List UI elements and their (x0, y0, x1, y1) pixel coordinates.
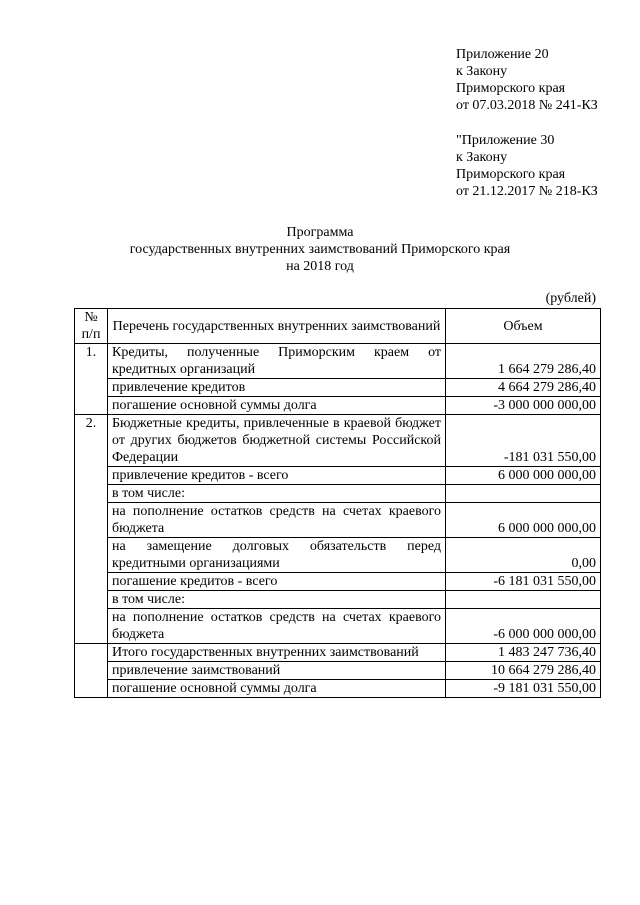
row-name: на пополнение остатков средств на счетах краевого бюджета (108, 503, 446, 538)
row-number: 2. (75, 415, 108, 467)
row-number (75, 662, 108, 680)
row-amount: 6 000 000 000,00 (446, 467, 601, 485)
document-title (0, 224, 640, 275)
borrowing-program-table (74, 308, 601, 698)
table-header-row (75, 309, 601, 344)
row-amount: -6 000 000 000,00 (446, 609, 601, 644)
row-amount: -6 181 031 550,00 (446, 573, 601, 591)
row-name: привлечение кредитов - всего (108, 467, 446, 485)
row-amount (446, 591, 601, 609)
appendix-line: от 07.03.2018 № 241-КЗ (456, 98, 598, 113)
row-amount: 4 664 279 286,40 (446, 379, 601, 397)
row-name: привлечение кредитов (108, 379, 446, 397)
row-amount: 6 000 000 000,00 (446, 503, 601, 538)
header-number: № п/п (75, 309, 108, 344)
row-number (75, 467, 108, 485)
row-amount: 10 664 279 286,40 (446, 662, 601, 680)
row-amount: -3 000 000 000,00 (446, 397, 601, 415)
row-name: в том числе: (108, 485, 446, 503)
table-row (75, 379, 601, 397)
row-name: погашение основной суммы долга (108, 680, 446, 698)
appendix-line: к Закону (456, 150, 508, 165)
row-name: на замещение долговых обязательств перед кредитными организациями (108, 538, 446, 573)
table-row (75, 344, 601, 379)
row-number (75, 644, 108, 662)
appendix-current-reference (456, 46, 636, 114)
row-amount: -181 031 550,00 (446, 415, 601, 467)
row-number: 1. (75, 344, 108, 379)
row-name: Итого государственных внутренних заимствований (108, 644, 446, 662)
row-number (75, 538, 108, 573)
row-amount: 0,00 (446, 538, 601, 573)
table-row (75, 591, 601, 609)
row-name: погашение кредитов - всего (108, 573, 446, 591)
row-amount (446, 485, 601, 503)
row-number (75, 503, 108, 538)
table-row (75, 485, 601, 503)
table-body (75, 344, 601, 698)
row-amount: -9 181 031 550,00 (446, 680, 601, 698)
row-name: привлечение заимствований (108, 662, 446, 680)
row-number (75, 680, 108, 698)
row-number (75, 485, 108, 503)
row-name: Кредиты, полученные Приморским краем от кредитных организаций (108, 344, 446, 379)
table-row (75, 397, 601, 415)
unit-label: (рублей) (545, 291, 596, 306)
row-name: Бюджетные кредиты, привлеченные в краевой бюджет от других бюджетов бюджетной системы Российской Федерации (108, 415, 446, 467)
appendix-line: от 21.12.2017 № 218-КЗ (456, 184, 598, 199)
appendix-amended-reference (456, 132, 636, 200)
table-row (75, 503, 601, 538)
row-number (75, 591, 108, 609)
appendix-line: к Закону (456, 64, 508, 79)
table-row (75, 467, 601, 485)
row-amount: 1 664 279 286,40 (446, 344, 601, 379)
row-number (75, 573, 108, 591)
table-row (75, 415, 601, 467)
table-row (75, 573, 601, 591)
appendix-line: Приложение 20 (456, 47, 549, 62)
row-number (75, 609, 108, 644)
title-line: государственных внутренних заимствований Приморского края (129, 242, 511, 257)
appendix-line: Приморского края (456, 167, 566, 182)
header-amount: Объем (446, 309, 601, 344)
title-line: Программа (286, 225, 354, 240)
table-row (75, 662, 601, 680)
row-amount: 1 483 247 736,40 (446, 644, 601, 662)
row-number (75, 397, 108, 415)
table-row (75, 538, 601, 573)
table-row (75, 680, 601, 698)
title-line: на 2018 год (286, 259, 354, 274)
appendix-line: Приморского края (456, 81, 566, 96)
row-number (75, 379, 108, 397)
row-name: погашение основной суммы долга (108, 397, 446, 415)
row-name: на пополнение остатков средств на счетах краевого бюджета (108, 609, 446, 644)
table-row (75, 609, 601, 644)
table-row (75, 644, 601, 662)
appendix-line: "Приложение 30 (456, 133, 555, 148)
header-name: Перечень государственных внутренних заимствований (108, 309, 446, 344)
row-name: в том числе: (108, 591, 446, 609)
